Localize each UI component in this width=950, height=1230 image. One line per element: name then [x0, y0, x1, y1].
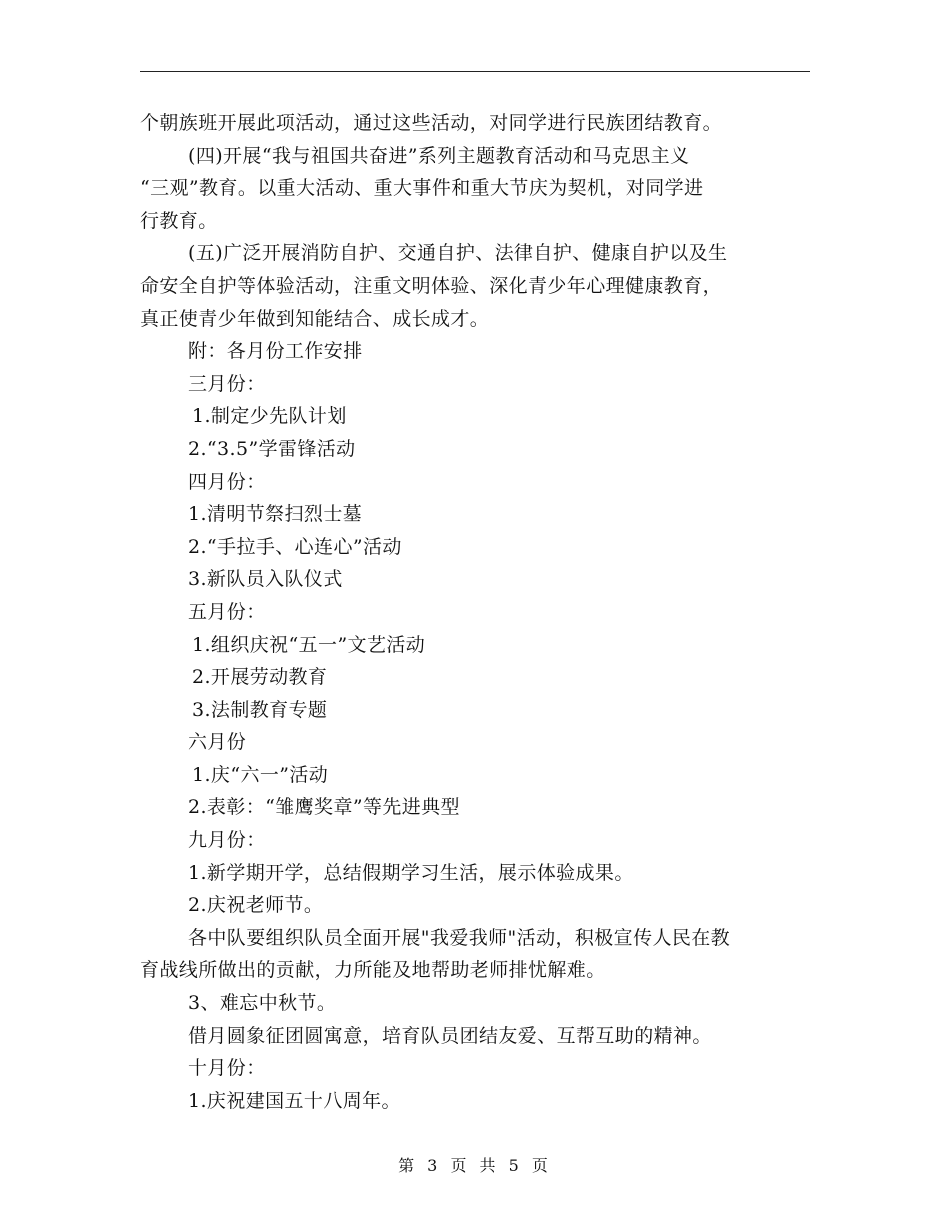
text-line: 真正使青少年做到知能结合、成长成才。: [140, 307, 490, 330]
text-line: 个朝族班开展此项活动，通过这些活动，对同学进行民族团结教育。: [140, 112, 723, 134]
text-line: 附：各月份工作安排: [188, 340, 363, 363]
text-line: 六月份: [188, 731, 247, 754]
text-line: 1.制定少先队计划: [192, 405, 347, 428]
text-line: 1.庆祝建国五十八周年。: [188, 1089, 401, 1112]
text-line: 2.开展劳动教育: [192, 666, 328, 689]
text-line: 命安全自护等体验活动，注重文明体验、深化青少年心理健康教育，: [140, 274, 723, 297]
text-line: 3、难忘中秋节。: [188, 992, 337, 1015]
header-rule: [140, 71, 810, 72]
text-line: 九月份：: [188, 829, 266, 852]
text-line: 十月份：: [188, 1057, 266, 1080]
text-line: (四)开展“我与祖国共奋进”系列主题教育活动和马克思主义: [188, 144, 690, 167]
text-line: 2.“手拉手、心连心”活动: [188, 535, 402, 558]
text-line: 四月份：: [188, 470, 266, 493]
text-line: 1.组织庆祝“五一”文艺活动: [192, 633, 426, 656]
text-line: 3.法制教育专题: [192, 698, 328, 721]
text-line: 2.“3.5”学雷锋活动: [188, 437, 356, 460]
text-line: 2.表彰：“雏鹰奖章”等先进典型: [188, 796, 460, 819]
text-line: 1.清明节祭扫烈士墓: [188, 503, 363, 526]
text-line: 借月圆象征团圆寓意，培育队员团结友爱、互帮互助的精神。: [188, 1024, 712, 1047]
text-line: 2.庆祝老师节。: [188, 894, 324, 917]
text-line: 1.庆“六一”活动: [192, 763, 329, 786]
text-line: 3.新队员入队仪式: [188, 568, 343, 591]
text-line: “三观”教育。以重大活动、重大事件和重大节庆为契机，对同学进: [140, 177, 704, 200]
text-line: 育战线所做出的贡献，力所能及地帮助老师排忧解难。: [140, 959, 606, 982]
text-line: 五月份：: [188, 600, 266, 623]
text-line: 各中队要组织队员全面开展"我爱我师"活动，积极宣传人民在教: [188, 926, 731, 949]
page-footer: 第 3 页 共 5 页: [398, 1156, 552, 1175]
text-line: 行教育。: [140, 209, 218, 232]
text-line: 1.新学期开学，总结假期学习生活，展示体验成果。: [188, 861, 634, 884]
text-line: 三月份：: [188, 372, 266, 395]
document-body: [140, 107, 820, 1117]
text-line: (五)广泛开展消防自护、交通自护、法律自护、健康自护以及生: [188, 242, 728, 265]
